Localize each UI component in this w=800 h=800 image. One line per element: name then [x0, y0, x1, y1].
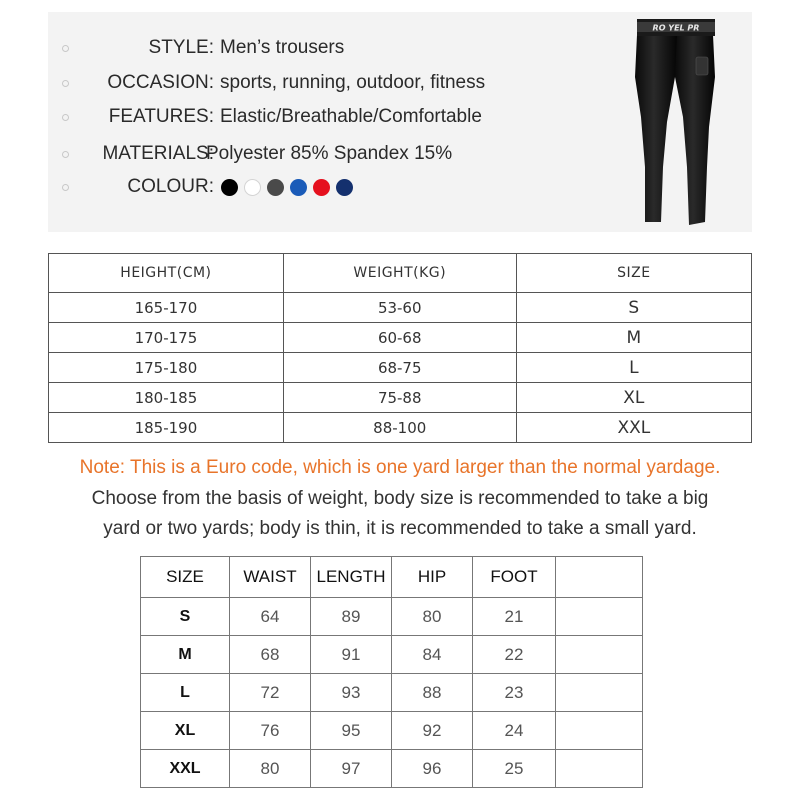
table-row: [49, 293, 752, 323]
spec-row-materials: [48, 137, 578, 171]
table-row: [49, 383, 752, 413]
colour-swatch[interactable]: [336, 179, 353, 196]
table-row: [141, 598, 643, 636]
empty-header-cell: [556, 557, 643, 598]
length-cell: 91: [311, 636, 392, 674]
length-cell: 89: [311, 598, 392, 636]
empty-cell: [556, 598, 643, 636]
empty-cell: [556, 674, 643, 712]
waistband-text: RO YEL PR: [652, 23, 700, 33]
spec-label-style: STYLE:: [148, 37, 214, 58]
foot-cell: 25: [473, 750, 556, 788]
header-waist: WAIST: [230, 557, 311, 598]
foot-cell: 21: [473, 598, 556, 636]
header-size: SIZE: [516, 254, 751, 293]
height-weight-size-table: [48, 253, 752, 443]
table-row: [141, 712, 643, 750]
header-length: LENGTH: [311, 557, 392, 598]
colour-swatch[interactable]: [290, 179, 307, 196]
size-cell: M: [141, 636, 230, 674]
header-size: SIZE: [141, 557, 230, 598]
height-cell: 170-175: [49, 323, 284, 353]
foot-cell: 22: [473, 636, 556, 674]
empty-cell: [556, 712, 643, 750]
spec-value-features: Elastic/Breathable/Comfortable: [220, 106, 482, 127]
euro-code-note: Note: This is a Euro code, which is one yard larger than the normal yardage.: [79, 457, 721, 478]
spec-value-occasion: sports, running, outdoor, fitness: [220, 72, 486, 93]
dimensions-table: [140, 556, 643, 788]
recommendation-line-1: Choose from the basis of weight, body size is recommended to take a big: [91, 488, 709, 509]
spec-row-occasion: [48, 66, 578, 100]
empty-cell: [556, 750, 643, 788]
bullet-icon: [62, 45, 69, 52]
length-cell: 93: [311, 674, 392, 712]
size-cell: S: [516, 293, 751, 323]
spec-row-style: [48, 31, 578, 65]
size-cell: L: [141, 674, 230, 712]
header-foot: FOOT: [473, 557, 556, 598]
height-cell: 185-190: [49, 413, 284, 443]
size-cell: M: [516, 323, 751, 353]
size-cell: XXL: [141, 750, 230, 788]
size-cell: S: [141, 598, 230, 636]
empty-cell: [556, 636, 643, 674]
recommendation-line-2: yard or two yards; body is thin, it is recommended to take a small yard.: [103, 518, 697, 539]
table-row: [141, 750, 643, 788]
hip-cell: 96: [392, 750, 473, 788]
colour-swatch[interactable]: [267, 179, 284, 196]
hip-cell: 92: [392, 712, 473, 750]
weight-cell: 68-75: [283, 353, 516, 383]
product-info-panel: [48, 12, 752, 232]
spec-label-occasion: OCCASION:: [107, 72, 214, 93]
product-pants-image: [623, 17, 723, 232]
hip-cell: 88: [392, 674, 473, 712]
foot-cell: 24: [473, 712, 556, 750]
spec-row-colour: [48, 170, 578, 204]
bullet-icon: [62, 114, 69, 121]
size-cell: L: [516, 353, 751, 383]
hip-cell: 80: [392, 598, 473, 636]
size-cell: XL: [141, 712, 230, 750]
spec-label-colour: COLOUR:: [127, 176, 214, 197]
table-header-row: [141, 557, 643, 598]
weight-cell: 53-60: [283, 293, 516, 323]
bullet-icon: [62, 184, 69, 191]
spec-label-materials: MATERIALS:: [102, 143, 214, 164]
length-cell: 95: [311, 712, 392, 750]
table-header-row: [49, 254, 752, 293]
spec-label-features: FEATURES:: [108, 106, 214, 127]
height-cell: 180-185: [49, 383, 284, 413]
length-cell: 97: [311, 750, 392, 788]
weight-cell: 75-88: [283, 383, 516, 413]
header-height: HEIGHT(CM): [49, 254, 284, 293]
waist-cell: 72: [230, 674, 311, 712]
colour-swatch[interactable]: [244, 179, 261, 196]
waist-cell: 68: [230, 636, 311, 674]
spec-value-style: Men’s trousers: [220, 37, 345, 58]
foot-cell: 23: [473, 674, 556, 712]
table-row: [141, 636, 643, 674]
colour-swatch[interactable]: [221, 179, 238, 196]
height-cell: 175-180: [49, 353, 284, 383]
size-cell: XXL: [516, 413, 751, 443]
size-cell: XL: [516, 383, 751, 413]
waist-cell: 80: [230, 750, 311, 788]
table-row: [141, 674, 643, 712]
hip-cell: 84: [392, 636, 473, 674]
waist-cell: 76: [230, 712, 311, 750]
header-weight: WEIGHT(KG): [283, 254, 516, 293]
weight-cell: 60-68: [283, 323, 516, 353]
weight-cell: 88-100: [283, 413, 516, 443]
colour-swatches: [221, 179, 353, 196]
spec-row-features: [48, 100, 578, 134]
height-cell: 165-170: [49, 293, 284, 323]
colour-swatch[interactable]: [313, 179, 330, 196]
header-hip: HIP: [392, 557, 473, 598]
table-row: [49, 413, 752, 443]
table-row: [49, 353, 752, 383]
spec-value-materials: Polyester 85% Spandex 15%: [206, 143, 453, 164]
table-row: [49, 323, 752, 353]
waist-cell: 64: [230, 598, 311, 636]
bullet-icon: [62, 80, 69, 87]
bullet-icon: [62, 151, 69, 158]
